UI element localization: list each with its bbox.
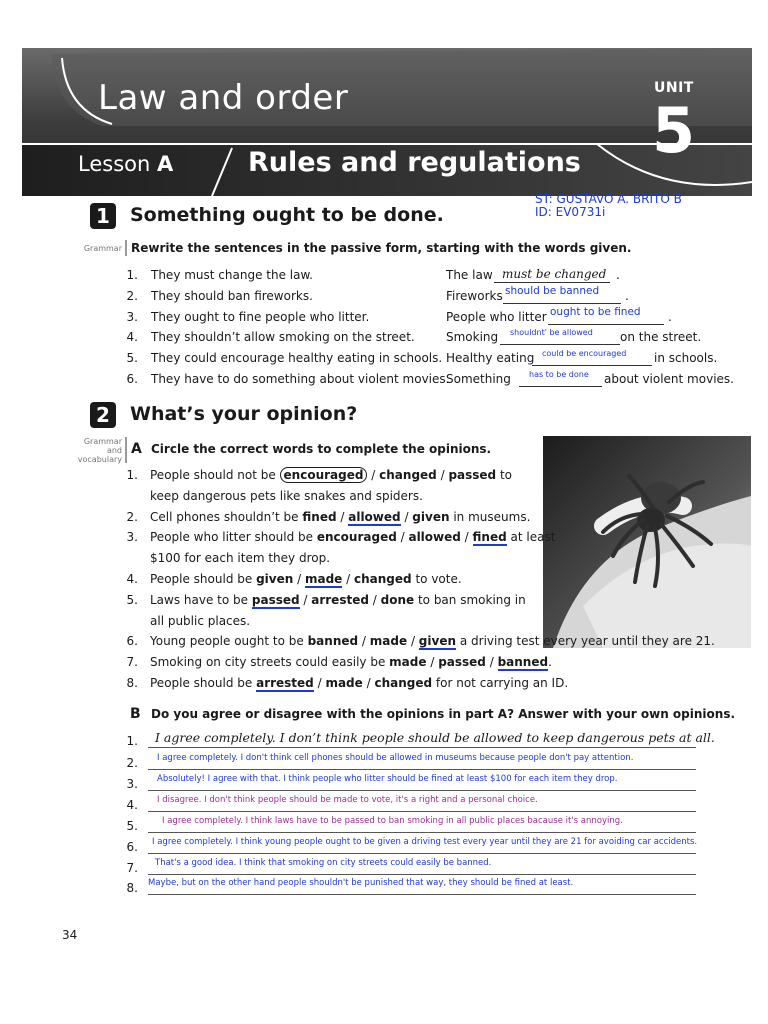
section-title-1: Something ought to be done.: [130, 204, 444, 226]
item-number: 3.: [126, 530, 138, 544]
sentence-end: at least: [510, 530, 556, 544]
sentence-end: to: [499, 468, 513, 482]
sentence-continuation: $100 for each item they drop.: [150, 551, 331, 565]
passive-end: .: [668, 309, 672, 324]
active-sentence: They ought to fine people who litter.: [151, 309, 370, 324]
opinion-sentence: [150, 634, 715, 648]
item-number: 7.: [126, 861, 138, 875]
item-number: 2.: [126, 756, 138, 770]
active-sentence: They must change the law.: [151, 268, 313, 282]
word-choice[interactable]: changed: [354, 572, 412, 586]
sentence-start: Cell phones shouldn’t be: [150, 510, 299, 524]
item-number: 6.: [126, 372, 138, 386]
section-badge-1: 1: [90, 203, 116, 229]
sentence-end: a driving test every year until they are 21.: [459, 634, 715, 648]
word-choice[interactable]: changed: [374, 676, 433, 690]
item-number: 2.: [126, 288, 138, 303]
section-badge-2: 2: [90, 402, 116, 428]
unit-number: 5: [652, 94, 696, 167]
word-choice[interactable]: banned: [497, 655, 549, 669]
side-label-line: vocabulary: [77, 455, 122, 464]
item-number: 4.: [126, 572, 138, 586]
partA-letter: A: [131, 441, 142, 457]
item-number: 1.: [126, 268, 138, 282]
separator: /: [358, 634, 370, 648]
separator: /: [293, 572, 305, 586]
tarantula-on-hand-photo: [543, 436, 751, 648]
partB-instruction: Do you agree or disagree with the opinions in part A? Answer with your own opinions.: [151, 707, 736, 721]
word-choice[interactable]: passed: [448, 468, 497, 482]
passive-start: The law: [446, 268, 493, 282]
side-label-line: Grammar: [83, 437, 122, 446]
opinion-answer: I disagree. I don't think people should be made to vote, it's a right and a personal choice.: [157, 795, 538, 805]
passive-end: in schools.: [654, 351, 718, 366]
passive-answer: shouldnt' be allowed: [510, 328, 593, 338]
item-number: 4.: [126, 330, 138, 345]
active-sentence: They should ban fireworks.: [151, 288, 313, 303]
item-number: 7.: [126, 655, 138, 669]
student-name: ST: GUSTAVO A. BRITO B: [535, 192, 682, 206]
divider-bar: [125, 240, 127, 256]
separator: /: [367, 468, 380, 482]
passive-answer: should be banned: [505, 284, 600, 297]
lesson-letter: A: [156, 152, 174, 176]
word-choice[interactable]: allowed: [348, 510, 401, 524]
separator: /: [407, 634, 419, 648]
opinion-answer: I agree completely. I think laws have to be passed to ban smoking in all public places bacause it's annoying.: [162, 816, 623, 826]
opinion-sentence: [150, 676, 568, 690]
passive-start: Something: [446, 372, 511, 386]
sentence-end: .: [548, 655, 552, 669]
opinion-answer: Maybe, but on the other hand people shouldn't be punished that way, they should be fined at least.: [148, 878, 574, 888]
divider-bar: [125, 437, 127, 463]
word-choice[interactable]: made: [369, 634, 408, 648]
word-choice[interactable]: arrested: [256, 676, 314, 690]
word-choice[interactable]: fined: [472, 530, 507, 544]
item-number: 5.: [126, 593, 138, 607]
word-choice[interactable]: passed: [438, 655, 486, 669]
lesson-prefix: Lesson: [78, 152, 151, 176]
separator: /: [400, 510, 413, 524]
unit-title: Law and order: [98, 78, 349, 118]
partB-letter: B: [130, 706, 141, 722]
side-label-line: and: [106, 446, 122, 455]
item-number: 4.: [126, 798, 138, 812]
item-number: 8.: [126, 881, 138, 895]
passive-answer: must be changed: [502, 267, 607, 281]
active-sentence: They could encourage healthy eating in schools.: [151, 351, 443, 366]
opinion-sentence: [150, 572, 462, 586]
opinion-sentence: [150, 593, 526, 607]
opinion-answer: I agree completely. I don't think cell phones should be allowed in museums because people don't pay attention.: [157, 753, 634, 763]
sentence-end: to ban smoking in: [417, 593, 526, 607]
sentence-end: for not carrying an ID.: [435, 676, 569, 690]
passive-start: Smoking: [446, 330, 499, 345]
separator: /: [342, 572, 354, 586]
item-number: 1.: [126, 734, 138, 748]
lesson-subtitle: Rules and regulations: [248, 147, 581, 178]
page-number: 34: [62, 928, 78, 942]
opinion-answer: Absolutely! I agree with that. I think people who litter should be fined at least $100 for each item they drop.: [157, 774, 618, 784]
passive-answer: ought to be fined: [550, 305, 641, 318]
separator: /: [336, 510, 349, 524]
item-number: 6.: [126, 634, 138, 648]
passive-answer: has to be done: [529, 370, 589, 379]
passive-start: Healthy eating: [446, 351, 535, 366]
item-number: 8.: [126, 676, 138, 690]
grammar-label: Grammar: [83, 244, 122, 253]
word-choice[interactable]: given: [412, 510, 450, 524]
student-info: [535, 193, 682, 219]
opinion-sentence: [150, 530, 555, 544]
opinion-sentence: [150, 468, 512, 482]
separator: /: [313, 676, 326, 690]
word-choice[interactable]: made: [304, 572, 343, 586]
sentence-end: to vote.: [415, 572, 462, 586]
sentence-start: Young people ought to be: [150, 634, 304, 648]
separator: /: [436, 468, 449, 482]
active-sentence: They have to do something about violent movies.: [151, 372, 450, 386]
passive-end: about violent movies.: [604, 372, 734, 386]
sentence-start: People who litter should be: [150, 530, 314, 544]
grammar-vocabulary-label: [64, 437, 122, 464]
item-number: 3.: [126, 777, 138, 791]
sentence-start: People should not be: [150, 468, 276, 482]
separator: /: [362, 676, 375, 690]
word-choice[interactable]: encouraged: [280, 467, 368, 483]
opinion-sentence: [150, 655, 552, 669]
word-choice[interactable]: banned: [307, 634, 359, 648]
partA-instruction: Circle the correct words to complete the opinions.: [151, 442, 492, 456]
item-number: 5.: [126, 819, 138, 833]
word-choice[interactable]: made: [325, 676, 363, 690]
student-id: ID: EV0731i: [535, 205, 606, 219]
passive-start: Fireworks: [446, 288, 503, 303]
separator: /: [396, 530, 409, 544]
word-choice[interactable]: changed: [379, 468, 437, 482]
passive-end: .: [625, 288, 629, 303]
passive-end: on the street.: [620, 330, 702, 345]
word-choice[interactable]: fined: [302, 510, 337, 524]
sentence-continuation: all public places.: [150, 614, 251, 628]
word-choice[interactable]: done: [380, 593, 415, 607]
item-number: 6.: [126, 840, 138, 854]
sentence-start: People should be: [150, 572, 253, 586]
item-number: 2.: [126, 510, 138, 524]
word-choice[interactable]: arrested: [311, 593, 369, 607]
passive-start: People who litter: [446, 309, 547, 324]
unit-label: UNIT: [654, 80, 694, 96]
word-choice[interactable]: passed: [251, 593, 300, 607]
sentence-end: in museums.: [453, 510, 531, 524]
item-number: 3.: [126, 309, 138, 324]
sentence-start: Smoking on city streets could easily be: [150, 655, 386, 669]
sentence-start: People should be: [150, 676, 253, 690]
item-number: 1.: [126, 468, 138, 482]
passive-answer: could be encouraged: [542, 349, 627, 359]
separator: /: [299, 593, 312, 607]
opinion-answer: That's a good idea. I think that smoking on city streets could easily be banned.: [155, 858, 492, 868]
separator: /: [460, 530, 473, 544]
separator: /: [426, 655, 439, 669]
sentence-continuation: keep dangerous pets like snakes and spiders.: [150, 489, 423, 503]
word-choice[interactable]: given: [256, 572, 294, 586]
word-choice[interactable]: made: [389, 655, 427, 669]
passive-end: .: [616, 268, 620, 282]
section1-instruction: Rewrite the sentences in the passive form, starting with the words given.: [131, 241, 632, 255]
opinion-answer: I agree completely. I think young people ought to be given a driving test every year until they are 21 for avoiding car accidents.: [152, 837, 698, 847]
opinion-answer: I agree completely. I don’t think people should be allowed to keep dangerous pets at all.: [155, 730, 715, 745]
word-choice[interactable]: encouraged: [316, 530, 397, 544]
active-sentence: They shouldn’t allow smoking on the street.: [151, 330, 415, 345]
separator: /: [368, 593, 381, 607]
word-choice[interactable]: allowed: [408, 530, 461, 544]
word-choice[interactable]: given: [418, 634, 457, 648]
opinion-sentence: [150, 510, 530, 524]
item-number: 5.: [126, 351, 138, 366]
sentence-start: Laws have to be: [150, 593, 249, 607]
separator: /: [485, 655, 498, 669]
lesson-label: [78, 152, 173, 176]
section-title-2: What’s your opinion?: [130, 403, 358, 425]
